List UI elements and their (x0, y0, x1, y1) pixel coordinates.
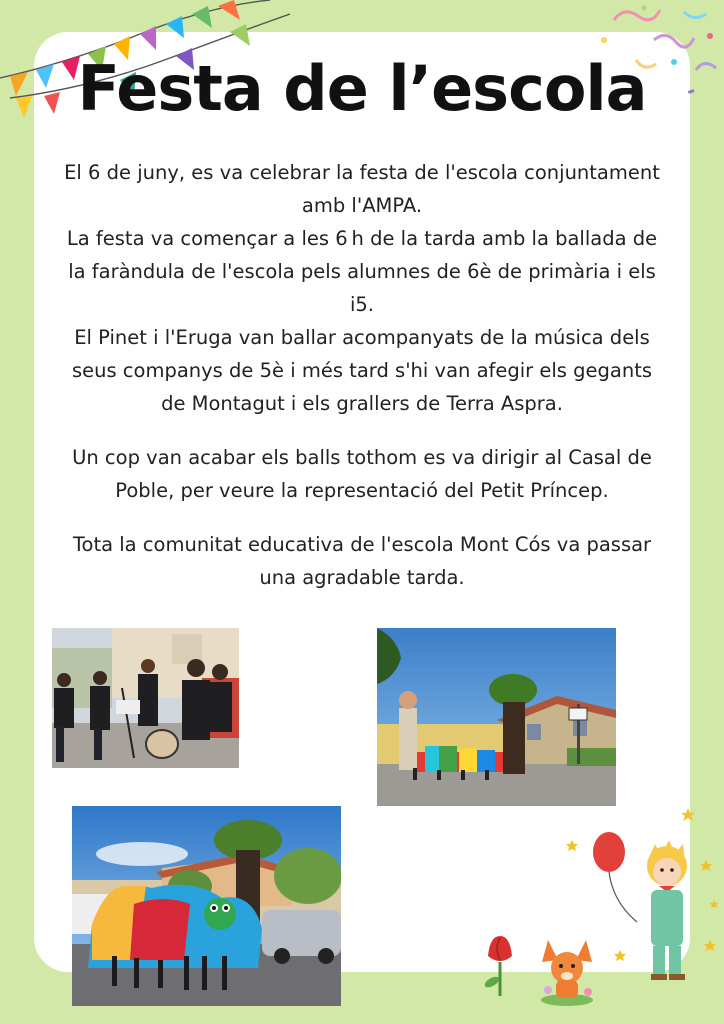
stars-decoration (560, 800, 724, 1000)
article-body (60, 156, 664, 594)
page-title: Festa de l’escola (77, 52, 647, 125)
red-flower-illustration (482, 934, 518, 998)
paragraph: El Pinet i l'Eruga van ballar acompanyats de la música dels seus companys de 5è i més tard s'hi van afegir els gegants de Montagut i els grallers de Terra Aspra. (71, 326, 653, 415)
photo-caterpillar-parade (72, 806, 341, 1006)
paragraph: La festa va començar a les 6 h de la tarda amb la ballada de la faràndula de l'escola pels alumnes de 6è de primària i els i5. (66, 227, 658, 316)
paragraph: El 6 de juny, es va celebrar la festa de l'escola conjuntament amb l'AMPA. (64, 161, 660, 217)
photo-students-instruments (52, 628, 239, 768)
photo-giants-courtyard (377, 628, 616, 806)
paragraph: Un cop van acabar els balls tothom es va dirigir al Casal de Poble, per veure la representació del Petit Príncep. (72, 446, 652, 502)
paragraph: Tota la comunitat educativa de l'escola Mont Cós va passar una agradable tarda. (72, 533, 652, 589)
